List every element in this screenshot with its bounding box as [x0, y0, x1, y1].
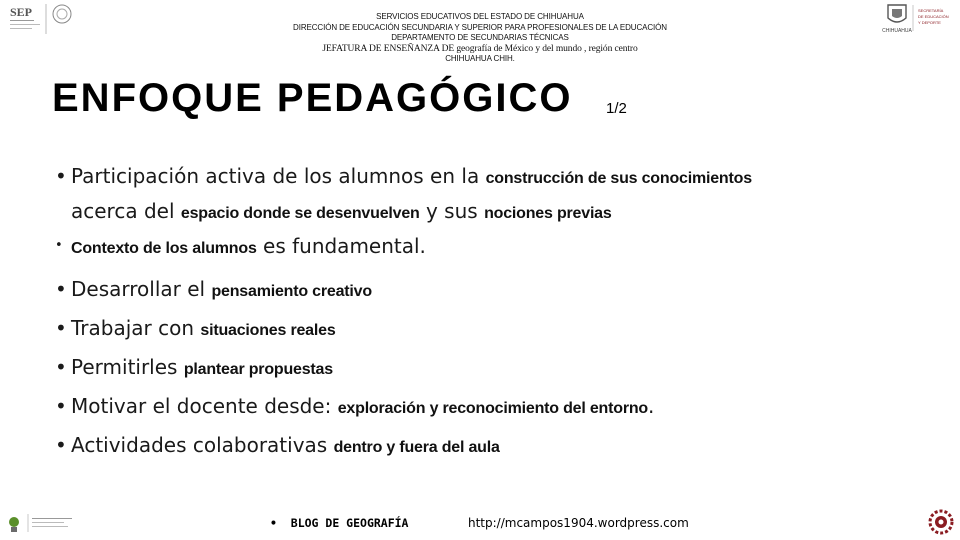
- bullet-dot-icon: •: [55, 277, 67, 301]
- bullet-list: [52, 160, 912, 464]
- footer-blog-label: • BLOG DE GEOGRAFÍA: [270, 516, 409, 530]
- bullet-text: Motivar el docente desde:: [71, 394, 338, 418]
- bullet-dot-icon: •: [55, 355, 67, 379]
- bullet-emphasis: Contexto de los alumnos: [71, 240, 257, 257]
- bullet-emphasis: dentro y fuera del aula: [333, 439, 500, 456]
- footer-logo-left: [6, 512, 78, 534]
- bullet-emphasis: nociones previas: [484, 205, 612, 222]
- svg-text:DE EDUCACIÓN: DE EDUCACIÓN: [918, 14, 949, 19]
- bullet-item: [52, 160, 912, 224]
- header-line-2: DIRECCIÓN DE EDUCACIÓN SECUNDARIA Y SUPERIOR PARA PROFESIONALES DE LA EDUCACIÓN: [293, 22, 667, 32]
- bullet-item: [52, 312, 912, 347]
- bullet-dot-icon: •: [55, 238, 63, 253]
- bullet-item: [52, 429, 912, 464]
- page-title: ENFOQUE PEDAGÓGICO: [52, 76, 573, 120]
- bullet-item: [52, 230, 912, 265]
- svg-text:SECRETARÍA: SECRETARÍA: [918, 8, 944, 13]
- bullet-emphasis: plantear propuestas: [183, 361, 333, 378]
- sep-logo: [8, 2, 78, 36]
- bullet-dot-icon: •: [55, 433, 67, 457]
- bullet-text: Trabajar con: [71, 316, 201, 340]
- svg-text:SEP: SEP: [10, 5, 33, 19]
- institution-header: [250, 12, 710, 65]
- footer-emblem-icon: [928, 508, 954, 536]
- chihuahua-logo: [880, 2, 952, 34]
- svg-text:Y DEPORTE: Y DEPORTE: [918, 20, 941, 25]
- bullet-emphasis: situaciones reales: [200, 322, 336, 339]
- bullet-text: .: [648, 394, 655, 418]
- bullet-text: Permitirles: [71, 355, 184, 379]
- bullet-text: Actividades colaborativas: [71, 433, 334, 457]
- header-line-1: SERVICIOS EDUCATIVOS DEL ESTADO DE CHIHUAHUA: [376, 12, 584, 21]
- bullet-text: y sus: [419, 199, 485, 223]
- footer-blog-link[interactable]: http://mcampos1904.wordpress.com: [468, 516, 689, 530]
- bullet-dot-icon: •: [55, 394, 67, 418]
- bullet-item: [52, 351, 912, 386]
- bullet-text: Participación activa de los alumnos en la: [71, 164, 486, 188]
- bullet-emphasis: espacio donde se desenvuelven: [180, 205, 420, 222]
- header-line-5: CHIHUAHUA CHIH.: [445, 54, 515, 63]
- page-indicator: 1/2: [606, 100, 627, 117]
- bullet-dot-icon: •: [55, 316, 67, 340]
- bullet-emphasis: pensamiento creativo: [211, 283, 372, 300]
- bullet-dot-icon: •: [55, 164, 67, 188]
- bullet-text: es fundamental.: [256, 234, 426, 258]
- bullet-emphasis: exploración y reconocimiento del entorno: [337, 400, 649, 417]
- bullet-emphasis: construcción de sus conocimientos: [485, 170, 752, 187]
- svg-text:CHIHUAHUA: CHIHUAHUA: [882, 28, 912, 34]
- header-line-3: DEPARTAMENTO DE SECUNDARIAS TÉCNICAS: [391, 33, 569, 42]
- bullet-text: Desarrollar el: [71, 277, 212, 301]
- bullet-item: [52, 390, 912, 425]
- bullet-text: acerca del: [71, 199, 181, 223]
- header-line-4: JEFATURA DE ENSEÑANZA DE geografía de México y del mundo , región centro: [322, 43, 638, 54]
- bullet-item: [52, 273, 912, 308]
- footer-bullet-icon: •: [270, 516, 291, 530]
